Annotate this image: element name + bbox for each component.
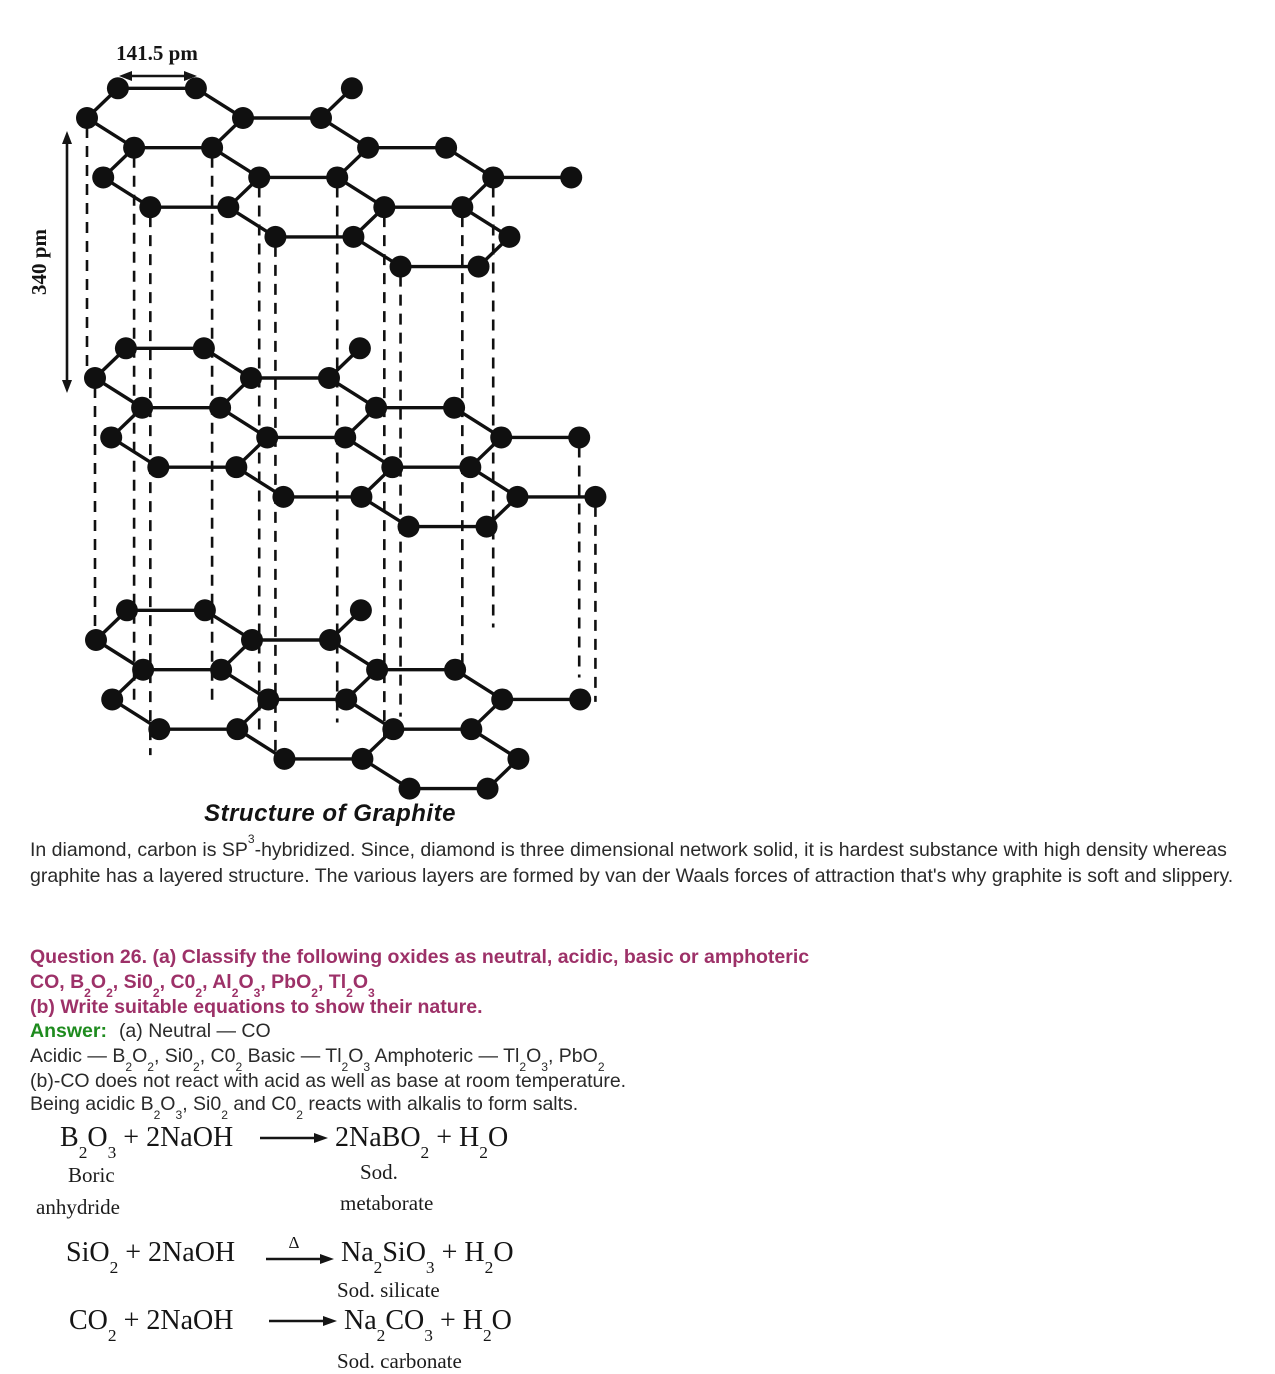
rhs-label-line: Sod. silicate bbox=[337, 1278, 440, 1302]
carbon-atom bbox=[85, 629, 107, 651]
carbon-atom bbox=[310, 107, 332, 129]
carbon-atom bbox=[76, 107, 98, 129]
carbon-atom bbox=[560, 166, 582, 188]
equation-row bbox=[60, 1120, 620, 1163]
carbon-atom bbox=[351, 748, 373, 770]
delta-symbol: Δ bbox=[288, 1233, 300, 1252]
carbon-atom bbox=[116, 599, 138, 621]
equation-sod-silicate bbox=[60, 1233, 620, 1308]
graphite-structure-diagram bbox=[0, 0, 700, 800]
carbon-atom bbox=[139, 196, 161, 218]
equation-rhs: $Na_2CO_3 + H_2O$ bbox=[344, 1305, 512, 1346]
carbon-atom bbox=[476, 516, 498, 538]
equation-rhs: $Na_2SiO_3 + H_2O$ bbox=[341, 1237, 514, 1278]
carbon-atom bbox=[341, 77, 363, 99]
carbon-atom bbox=[342, 226, 364, 248]
question-line-1: Question 26. (a) Classify the following oxides as neutral, acidic, basic or amphoteric bbox=[30, 946, 810, 968]
carbon-atom bbox=[101, 688, 123, 710]
right-arrow-icon bbox=[258, 1120, 330, 1156]
equation-sod-carbonate bbox=[60, 1303, 620, 1373]
rhs-label-line: metaborate bbox=[340, 1191, 434, 1215]
carbon-atom bbox=[477, 778, 499, 800]
carbon-atom bbox=[507, 748, 529, 770]
carbon-atom bbox=[100, 426, 122, 448]
body-paragraph: In diamond, carbon is $SP^3$-hybridized. Since, diamond is three dimensional network solid, it is hardest substance with high density whereas graphite has a layered structure. The various layers are formed by van der Waals forces of attraction that's why graphite is soft and slippery. bbox=[30, 832, 1234, 887]
carbon-atom bbox=[373, 196, 395, 218]
carbon-atom bbox=[482, 166, 504, 188]
bond-length-dimension bbox=[116, 41, 198, 81]
carbon-atom bbox=[273, 748, 295, 770]
carbon-atom bbox=[123, 137, 145, 159]
carbon-atom bbox=[193, 337, 215, 359]
carbon-atom bbox=[241, 629, 263, 651]
right-arrow-icon bbox=[267, 1303, 339, 1339]
carbon-atom bbox=[257, 688, 279, 710]
carbon-atom bbox=[194, 599, 216, 621]
carbon-atom bbox=[225, 456, 247, 478]
diagram-caption: Structure of Graphite bbox=[204, 800, 456, 827]
question-oxides-line: CO, $B_2O_2$, $Si0_2$, $C0_2$, $Al_2O_3$, PbO$_2$, $Tl_2O_3$ bbox=[30, 971, 375, 1000]
carbon-atom bbox=[350, 486, 372, 508]
rhs-label-line: Sod. bbox=[360, 1160, 398, 1184]
carbon-atom bbox=[334, 426, 356, 448]
equation-lhs: $CO_2$ + 2NaOH bbox=[69, 1305, 234, 1346]
carbon-atom bbox=[248, 166, 270, 188]
reaction-arrow bbox=[258, 1120, 330, 1156]
carbon-atom bbox=[435, 137, 457, 159]
equation-rhs: 2NaBO$_2$ + $H_2O$ bbox=[335, 1122, 509, 1163]
graphite-layer-1 bbox=[76, 77, 582, 277]
carbon-atom bbox=[381, 456, 403, 478]
carbon-atom bbox=[398, 516, 420, 538]
carbon-atom bbox=[350, 599, 372, 621]
carbon-atom bbox=[584, 486, 606, 508]
equation-row bbox=[60, 1233, 620, 1278]
question-line-b: (b) Write suitable equations to show their nature. bbox=[30, 996, 483, 1018]
answer-line-3: (b)-CO does not react with acid as well as base at room temperature. bbox=[30, 1070, 627, 1092]
graphite-lattice bbox=[76, 77, 606, 799]
carbon-atom bbox=[210, 659, 232, 681]
carbon-atom bbox=[272, 486, 294, 508]
carbon-atom bbox=[390, 256, 412, 278]
carbon-atom bbox=[226, 718, 248, 740]
answer-neutral-text: (a) Neutral — CO bbox=[118, 1020, 271, 1042]
equation-lhs: SiO$_2$ + 2NaOH bbox=[66, 1237, 236, 1278]
carbon-atom bbox=[148, 718, 170, 740]
carbon-atom bbox=[232, 107, 254, 129]
carbon-atom bbox=[319, 629, 341, 651]
carbon-atom bbox=[92, 166, 114, 188]
reaction-arrow-delta bbox=[264, 1233, 336, 1273]
carbon-atom bbox=[498, 226, 520, 248]
lhs-label-line: Boric bbox=[68, 1163, 115, 1187]
equation-lhs: $B_2O_3$ + 2NaOH bbox=[60, 1122, 234, 1163]
carbon-atom bbox=[185, 77, 207, 99]
carbon-atom bbox=[460, 718, 482, 740]
layer-distance-dimension bbox=[27, 131, 72, 393]
carbon-atom bbox=[132, 659, 154, 681]
answer-line-2: Acidic — $B_2O_2$, $Si0_2$, $C0_2$ Basic — $Tl_2O_3$ Amphoteric — $Tl_2O_3$, PbO$_2$ bbox=[30, 1045, 605, 1074]
arrowhead-up-icon bbox=[62, 131, 72, 144]
carbon-atom bbox=[147, 456, 169, 478]
carbon-atom bbox=[201, 137, 223, 159]
carbon-atom bbox=[568, 426, 590, 448]
carbon-atom bbox=[365, 397, 387, 419]
delta-arrow-icon bbox=[264, 1233, 336, 1273]
carbon-atom bbox=[131, 397, 153, 419]
carbon-atom bbox=[506, 486, 528, 508]
rhs-label-line: Sod. carbonate bbox=[337, 1349, 462, 1373]
carbon-atom bbox=[264, 226, 286, 248]
carbon-atom bbox=[318, 367, 340, 389]
equation-row bbox=[60, 1303, 620, 1346]
carbon-atom bbox=[569, 688, 591, 710]
carbon-atom bbox=[326, 166, 348, 188]
carbon-atom bbox=[443, 397, 465, 419]
carbon-atom bbox=[115, 337, 137, 359]
carbon-atom bbox=[444, 659, 466, 681]
carbon-atom bbox=[256, 426, 278, 448]
answer-line-1 bbox=[30, 1020, 271, 1043]
carbon-atom bbox=[209, 397, 231, 419]
equation-boric-anhydride bbox=[36, 1120, 620, 1230]
carbon-atom bbox=[357, 137, 379, 159]
carbon-atom bbox=[240, 367, 262, 389]
carbon-atom bbox=[217, 196, 239, 218]
carbon-atom bbox=[366, 659, 388, 681]
carbon-atom bbox=[468, 256, 490, 278]
carbon-atom bbox=[490, 426, 512, 448]
carbon-atom bbox=[335, 688, 357, 710]
carbon-atom bbox=[349, 337, 371, 359]
carbon-atom bbox=[84, 367, 106, 389]
arrowhead-down-icon bbox=[62, 380, 72, 393]
answer-line-4: Being acidic $B_2O_3$, $Si0_2$ and $C0_2$ reacts with alkalis to form salts. bbox=[30, 1093, 579, 1122]
answer-label: Answer: bbox=[30, 1020, 107, 1042]
carbon-atom bbox=[459, 456, 481, 478]
graphite-layer-2 bbox=[84, 337, 606, 537]
carbon-atom bbox=[382, 718, 404, 740]
lhs-label-line: anhydride bbox=[36, 1195, 120, 1219]
carbon-atom bbox=[399, 778, 421, 800]
carbon-atom bbox=[491, 688, 513, 710]
layer-distance-label: 340 pm bbox=[27, 229, 51, 295]
bond-length-label: 141.5 pm bbox=[116, 41, 198, 65]
carbon-atom bbox=[451, 196, 473, 218]
reaction-arrow bbox=[267, 1303, 339, 1339]
carbon-atom bbox=[107, 77, 129, 99]
